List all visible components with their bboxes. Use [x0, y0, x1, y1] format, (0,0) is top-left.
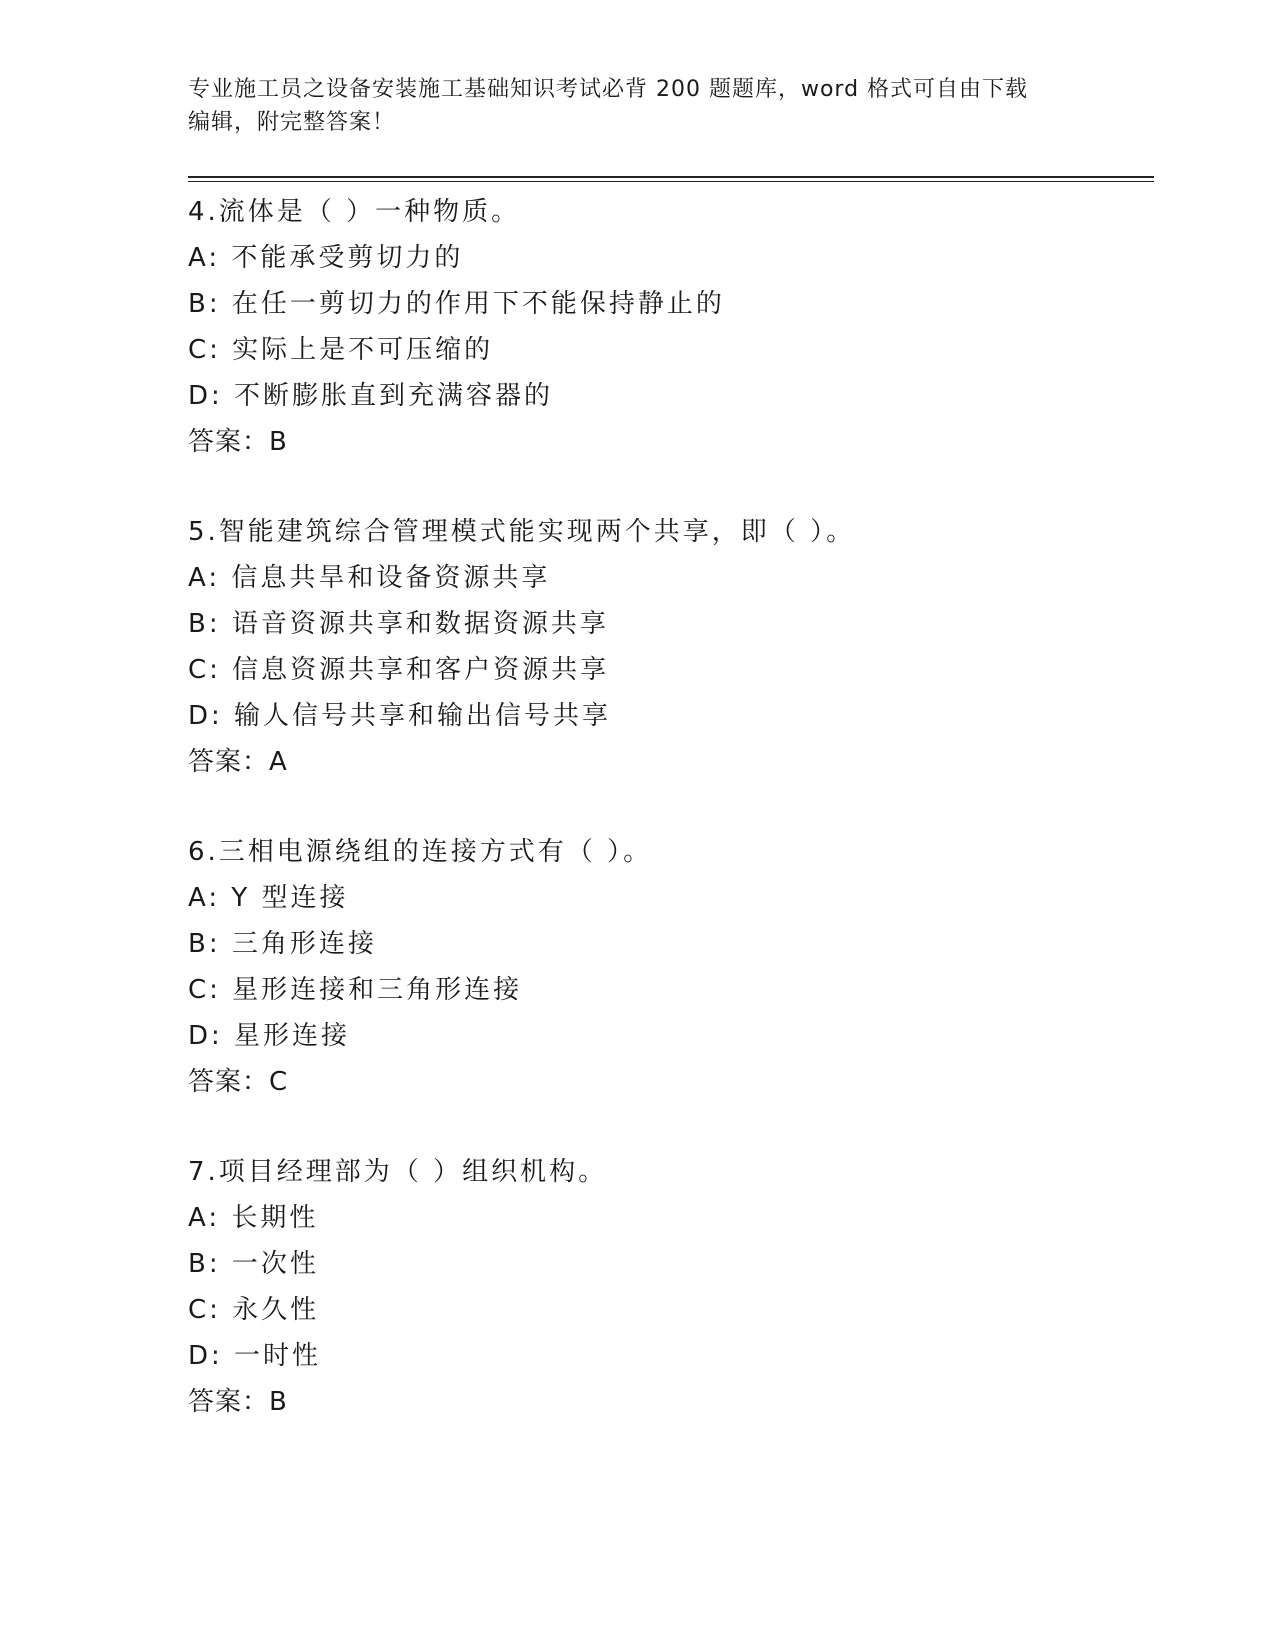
question-block	[188, 189, 1148, 465]
header-line-2: 编辑，附完整答案！	[188, 110, 396, 135]
option-b: B: 三角形连接	[188, 929, 377, 959]
option-d: D: 输人信号共享和输出信号共享	[188, 701, 612, 731]
question-block	[188, 509, 1148, 785]
option-c: C: 信息资源共享和客户资源共享	[188, 655, 610, 685]
option-b: B: 语音资源共享和数据资源共享	[188, 609, 609, 639]
option-d: D: 一时性	[188, 1341, 322, 1371]
option-c: C: 星形连接和三角形连接	[188, 975, 523, 1005]
question-block	[188, 829, 1148, 1105]
answer-line: 答案：A	[188, 747, 288, 777]
option-c: C: 实际上是不可压缩的	[188, 335, 494, 365]
option-b: B: 一次性	[188, 1249, 319, 1279]
answer-line: 答案：C	[188, 1067, 289, 1097]
option-a: A: Y 型连接	[188, 883, 349, 913]
question-list	[188, 189, 1148, 1469]
option-a: A: 长期性	[188, 1203, 319, 1233]
question-stem: 6.三相电源绕组的连接方式有（ ）。	[188, 837, 653, 867]
question-stem: 7.项目经理部为（ ）组织机构。	[188, 1157, 608, 1187]
option-c: C: 永久性	[188, 1295, 320, 1325]
question-stem: 5.智能建筑综合管理模式能实现两个共享，即（ ）。	[188, 517, 856, 547]
question-stem: 4.流体是（ ）一种物质。	[188, 197, 521, 227]
answer-line: 答案：B	[188, 427, 288, 457]
option-d: D: 星形连接	[188, 1021, 351, 1051]
option-b: B: 在任一剪切力的作用下不能保持静止的	[188, 289, 725, 319]
header-divider-thin	[188, 181, 1154, 182]
option-d: D: 不断膨胀直到充满容器的	[188, 381, 554, 411]
header-divider-thick	[188, 176, 1154, 178]
option-a: A: 不能承受剪切力的	[188, 243, 464, 273]
answer-line: 答案：B	[188, 1387, 288, 1417]
document-header	[188, 73, 1088, 139]
option-a: A: 信息共旱和设备资源共享	[188, 563, 551, 593]
question-block	[188, 1149, 1148, 1425]
header-line-1: 专业施工员之设备安装施工基础知识考试必背 200 题题库，word 格式可自由下载	[188, 77, 1029, 102]
